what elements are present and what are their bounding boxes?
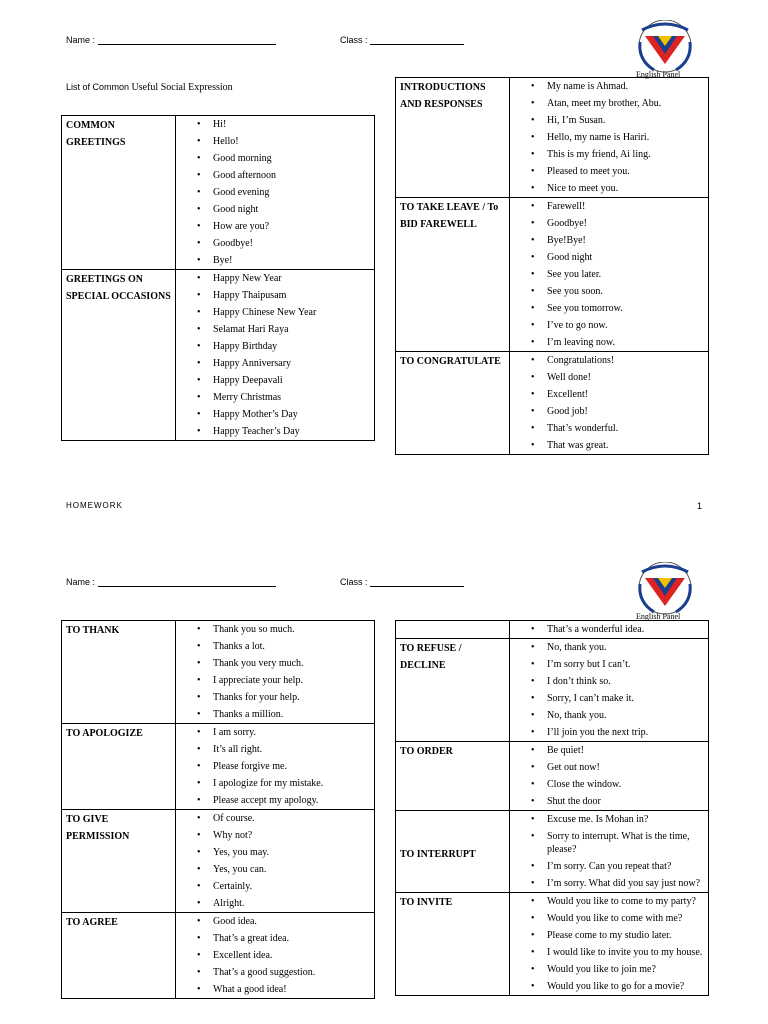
section-label: TO REFUSE / DECLINE <box>396 639 510 742</box>
section-label: INTRODUCTIONS AND RESPONSES <box>396 78 510 198</box>
expression-list <box>176 116 374 269</box>
expression-list <box>510 639 708 741</box>
section-row-to-invite <box>396 893 709 996</box>
school-crest-logo <box>632 562 698 618</box>
expression-list <box>176 621 374 723</box>
name-line <box>98 36 276 45</box>
expression-item: • Happy Teacher’s Day <box>176 423 374 440</box>
expression-item: • Of course. <box>176 810 374 827</box>
expression-item: • Happy Deepavali <box>176 372 374 389</box>
section-row-to-congratulate <box>396 352 709 455</box>
expression-list <box>176 810 374 912</box>
title-prefix: List of Common <box>66 82 130 92</box>
section-label: TO THANK <box>62 621 176 724</box>
section-items <box>510 198 709 352</box>
expression-item: • I’m leaving now. <box>510 334 708 351</box>
section-items <box>176 810 375 913</box>
expression-item: • That was great. <box>510 437 708 454</box>
panel-label-p2: English Panel <box>636 612 681 621</box>
section-items <box>510 639 709 742</box>
expression-list <box>510 198 708 351</box>
footer-label: HOMEWORK <box>66 501 123 510</box>
section-label: TO INTERRUPT <box>396 811 510 893</box>
section-items <box>510 893 709 996</box>
expression-item: • Happy Birthday <box>176 338 374 355</box>
expression-item: • That’s wonderful. <box>510 420 708 437</box>
expression-item: • Nice to meet you. <box>510 180 708 197</box>
panel-label-p1: English Panel <box>636 70 681 79</box>
expression-item: • Thanks a lot. <box>176 638 374 655</box>
expressions-table-left-p2 <box>61 620 375 999</box>
expression-item: • Excuse me. Is Mohan in? <box>510 811 708 828</box>
expression-item: • Yes, you may. <box>176 844 374 861</box>
class-label: Class : <box>340 35 368 45</box>
page-title <box>66 82 233 93</box>
expression-item: • Atan, meet my brother, Abu. <box>510 95 708 112</box>
expression-item: • Good night <box>510 249 708 266</box>
section-label: GREETINGS ON SPECIAL OCCASIONS <box>62 270 176 441</box>
name-field-p2 <box>66 577 276 587</box>
section-items <box>176 913 375 999</box>
section-row-to-thank <box>62 621 375 724</box>
expression-item: • See you later. <box>510 266 708 283</box>
section-row-to-take-leave-to-bid-farewell <box>396 198 709 352</box>
class-line <box>370 578 464 587</box>
expression-item: • Bye! <box>176 252 374 269</box>
expression-list <box>510 78 708 197</box>
expression-item: • Thanks for your help. <box>176 689 374 706</box>
greetings-table <box>61 115 375 441</box>
expression-item: • Happy Chinese New Year <box>176 304 374 321</box>
section-label: TO TAKE LEAVE / To BID FAREWELL <box>396 198 510 352</box>
section-label: TO INVITE <box>396 893 510 996</box>
expression-item: • Hello, my name is Hariri. <box>510 129 708 146</box>
expression-item: • Shut the door <box>510 793 708 810</box>
expression-item: • That’s a good suggestion. <box>176 964 374 981</box>
expression-item: • It’s all right. <box>176 741 374 758</box>
expression-item: • I’m sorry. What did you say just now? <box>510 875 708 892</box>
section-items <box>176 116 375 270</box>
section-label: COMMON GREETINGS <box>62 116 176 270</box>
expression-item: • Good job! <box>510 403 708 420</box>
expression-item: • My name is Ahmad. <box>510 78 708 95</box>
expression-item: • Sorry, I can’t make it. <box>510 690 708 707</box>
section-items <box>510 811 709 893</box>
expression-list <box>510 621 708 638</box>
expression-item: • Happy Thaipusam <box>176 287 374 304</box>
expression-item: • Congratulations! <box>510 352 708 369</box>
expression-item: • Please come to my studio later. <box>510 927 708 944</box>
expression-item: • Good night <box>176 201 374 218</box>
section-label: TO CONGRATULATE <box>396 352 510 455</box>
section-row-to-give-permission <box>62 810 375 913</box>
section-label: TO APOLOGIZE <box>62 724 176 810</box>
expression-list <box>510 742 708 810</box>
expression-item: • Pleased to meet you. <box>510 163 708 180</box>
expression-item: • Good evening <box>176 184 374 201</box>
school-crest-logo <box>632 20 698 76</box>
expression-item: • Goodbye! <box>176 235 374 252</box>
expression-item: • Yes, you can. <box>176 861 374 878</box>
section-row-introductions-and-responses <box>396 78 709 198</box>
expression-item: • Excellent idea. <box>176 947 374 964</box>
expression-item: • Hi! <box>176 116 374 133</box>
expression-item: • I’m sorry. Can you repeat that? <box>510 858 708 875</box>
expression-item: • Sorry to interrupt. What is the time, please? <box>510 828 708 858</box>
section-row-continued <box>396 621 709 639</box>
expression-list <box>176 913 374 998</box>
class-field-p2 <box>340 577 464 587</box>
expression-item: • Get out now! <box>510 759 708 776</box>
expression-item: • Would you like to go for a movie? <box>510 978 708 995</box>
expressions-table-right-p2 <box>395 620 709 996</box>
expression-item: • Happy Mother’s Day <box>176 406 374 423</box>
expression-item: • See you tomorrow. <box>510 300 708 317</box>
expression-item: • Bye!Bye! <box>510 232 708 249</box>
name-label: Name : <box>66 35 96 45</box>
section-items <box>176 621 375 724</box>
expression-item: • No, thank you. <box>510 707 708 724</box>
section-items <box>510 352 709 455</box>
expression-list <box>510 893 708 995</box>
name-label: Name : <box>66 577 96 587</box>
expression-item: • Happy Anniversary <box>176 355 374 372</box>
expression-item: • Hello! <box>176 133 374 150</box>
expression-item: • Thank you very much. <box>176 655 374 672</box>
expression-item: • No, thank you. <box>510 639 708 656</box>
section-items <box>510 621 709 639</box>
section-items <box>510 78 709 198</box>
expression-item: • Please forgive me. <box>176 758 374 775</box>
expression-list <box>510 811 708 892</box>
expression-item: • Please accept my apology. <box>176 792 374 809</box>
class-line <box>370 36 464 45</box>
expression-item: • Would you like to join me? <box>510 961 708 978</box>
expression-item: • Happy New Year <box>176 270 374 287</box>
section-row-to-agree <box>62 913 375 999</box>
expression-item: • Thank you so much. <box>176 621 374 638</box>
expression-item: • This is my friend, Ai ling. <box>510 146 708 163</box>
class-field-p1 <box>340 35 464 45</box>
expression-item: • Farewell! <box>510 198 708 215</box>
name-field-p1 <box>66 35 276 45</box>
title-suffix: Useful Social Expression <box>131 82 233 93</box>
section-row-to-refuse-decline <box>396 639 709 742</box>
expression-item: • Would you like to come with me? <box>510 910 708 927</box>
expression-item: • That’s a great idea. <box>176 930 374 947</box>
expression-item: • I would like to invite you to my house. <box>510 944 708 961</box>
section-row-to-order <box>396 742 709 811</box>
expression-item: • Goodbye! <box>510 215 708 232</box>
expression-item: • Good morning <box>176 150 374 167</box>
expression-item: • See you soon. <box>510 283 708 300</box>
expression-item: • Well done! <box>510 369 708 386</box>
section-label: TO AGREE <box>62 913 176 999</box>
expression-item: • How are you? <box>176 218 374 235</box>
section-row-common-greetings <box>62 116 375 270</box>
section-label: TO GIVE PERMISSION <box>62 810 176 913</box>
expression-item: • Thanks a million. <box>176 706 374 723</box>
expression-item: • Close the window. <box>510 776 708 793</box>
section-items <box>510 742 709 811</box>
section-items <box>176 270 375 441</box>
expression-item: • I am sorry. <box>176 724 374 741</box>
expression-item: • Be quiet! <box>510 742 708 759</box>
page-number: 1 <box>697 501 703 511</box>
expression-item: • That’s a wonderful idea. <box>510 621 708 638</box>
section-row-to-apologize <box>62 724 375 810</box>
section-row-greetings-on-special-occasions <box>62 270 375 441</box>
expression-item: • I appreciate your help. <box>176 672 374 689</box>
expression-item: • I’ve to go now. <box>510 317 708 334</box>
expression-item: • Selamat Hari Raya <box>176 321 374 338</box>
expressions-table-right <box>395 77 709 455</box>
section-items <box>176 724 375 810</box>
section-label: TO ORDER <box>396 742 510 811</box>
section-row-to-interrupt <box>396 811 709 893</box>
expression-item: • I apologize for my mistake. <box>176 775 374 792</box>
expression-item: • Would you like to come to my party? <box>510 893 708 910</box>
expression-item: • What a good idea! <box>176 981 374 998</box>
expression-item: • Alright. <box>176 895 374 912</box>
expression-item: • Certainly. <box>176 878 374 895</box>
expression-item: • I’ll join you the next trip. <box>510 724 708 741</box>
section-label <box>396 621 510 639</box>
expression-item: • Hi, I’m Susan. <box>510 112 708 129</box>
expression-list <box>510 352 708 454</box>
expression-item: • Good idea. <box>176 913 374 930</box>
expression-list <box>176 724 374 809</box>
expression-item: • Why not? <box>176 827 374 844</box>
class-label: Class : <box>340 577 368 587</box>
expression-list <box>176 270 374 440</box>
expression-item: • Good afternoon <box>176 167 374 184</box>
name-line <box>98 578 276 587</box>
expression-item: • Excellent! <box>510 386 708 403</box>
expression-item: • Merry Christmas <box>176 389 374 406</box>
expression-item: • I don’t think so. <box>510 673 708 690</box>
expression-item: • I’m sorry but I can’t. <box>510 656 708 673</box>
